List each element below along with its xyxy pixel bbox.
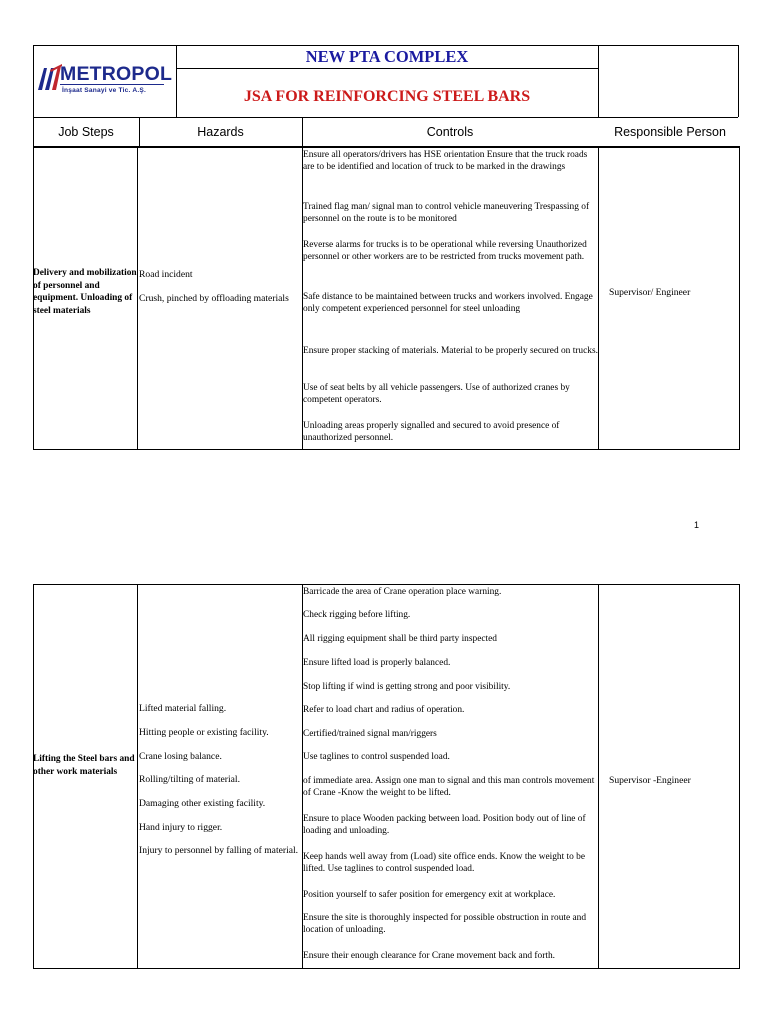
logo-subtitle: İnşaat Sanayi ve Tic. A.Ş. [62,87,146,94]
control-item: Keep hands well away from (Load) site office ends. Know the weight to be lifted. Use taglines to control suspended load. [303,852,586,875]
column-header-hazards: Hazards [197,125,244,139]
control-item: Unloading areas properly signalled and secured to avoid presence of unauthorized personnel. [303,421,560,444]
control-item: Stop lifting if wind is getting strong and poor visibility. [303,682,511,692]
control-item: Check rigging before lifting. [303,610,411,620]
control-item: Safe distance to be maintained between trucks and workers involved. Engage only competent experienced personnel for steel unloading [303,292,593,315]
control-item: Use taglines to control suspended load. [303,752,450,762]
hazard-item: Road incident [139,269,193,280]
control-item: of immediate area. Assign one man to signal and this man controls movement of Crane -Know the weight to be lifted. [303,776,595,799]
table-border [738,45,739,117]
table-border [137,584,138,968]
table-border [176,68,598,69]
hazard-item: Hand injury to rigger. [139,822,223,833]
control-item: Ensure to place Wooden packing between load. Position body out of line of loading and unloading. [303,814,586,837]
table-border [739,147,740,449]
table-border [137,147,138,449]
column-header-responsible: Responsible Person [614,125,726,139]
table-border [598,147,599,449]
control-item: Certified/trained signal man/riggers [303,729,437,739]
job-step-cell: Delivery and mobilization of personnel and equipment. Unloading of steel materials [33,268,137,316]
control-item: Position yourself to safer position for emergency exit at workplace. [303,890,556,900]
control-item: Ensure the site is thoroughly inspected for possible obstruction in route and location of unloading. [303,913,587,936]
hazard-item: Injury to personnel by falling of material. [139,845,299,856]
page-title: NEW PTA COMPLEX [305,47,469,66]
control-item: Ensure all operators/drivers has HSE orientation Ensure that the truck roads are to be identified and location of truck to be marked in the drawings [303,150,588,173]
hazard-item: Crush, pinched by offloading materials [139,293,289,304]
control-item: Ensure their enough clearance for Crane movement back and forth. [303,951,555,961]
control-item: Use of seat belts by all vehicle passengers. Use of authorized cranes by competent operators. [303,383,570,406]
hazard-item: Rolling/tilting of material. [139,774,240,785]
table-border [33,449,740,450]
control-item: Ensure proper stacking of materials. Material to be properly secured on trucks. [303,346,598,356]
control-item: Trained flag man/ signal man to control vehicle maneuvering Trespassing of personnel on the route is to be monitored [303,202,590,225]
job-step-cell: Lifting the Steel bars and other work materials [33,754,135,777]
responsible-cell: Supervisor -Engineer [609,775,691,786]
hazard-item: Crane losing balance. [139,751,222,762]
table-border [33,968,740,969]
control-item: Refer to load chart and radius of operation. [303,705,465,715]
column-header-controls: Controls [426,125,474,139]
table-border [739,584,740,968]
control-item: Ensure lifted load is properly balanced. [303,658,451,668]
control-item: Reverse alarms for trucks is to be operational while reversing Unauthorized personnel or other workers are to be restricted from trucks movement path. [303,240,587,263]
control-item: All rigging equipment shall be third party inspected [303,634,497,644]
page-subtitle: JSA FOR REINFORCING STEEL BARS [243,88,531,105]
table-border [598,584,599,968]
responsible-cell: Supervisor/ Engineer [609,287,691,298]
page-number: 1 [694,520,700,530]
table-border [598,45,599,117]
column-header-job-steps: Job Steps [58,125,114,139]
hazard-item: Hitting people or existing facility. [139,727,269,738]
logo-underline [60,84,164,85]
hazard-item: Lifted material falling. [139,703,227,714]
metropol-logo-icon [36,60,62,92]
control-item: Barricade the area of Crane operation place warning. [303,587,502,597]
table-border [33,147,740,148]
logo-name: METROPOL [60,63,173,85]
hazard-item: Damaging other existing facility. [139,798,266,809]
table-border [33,584,740,585]
